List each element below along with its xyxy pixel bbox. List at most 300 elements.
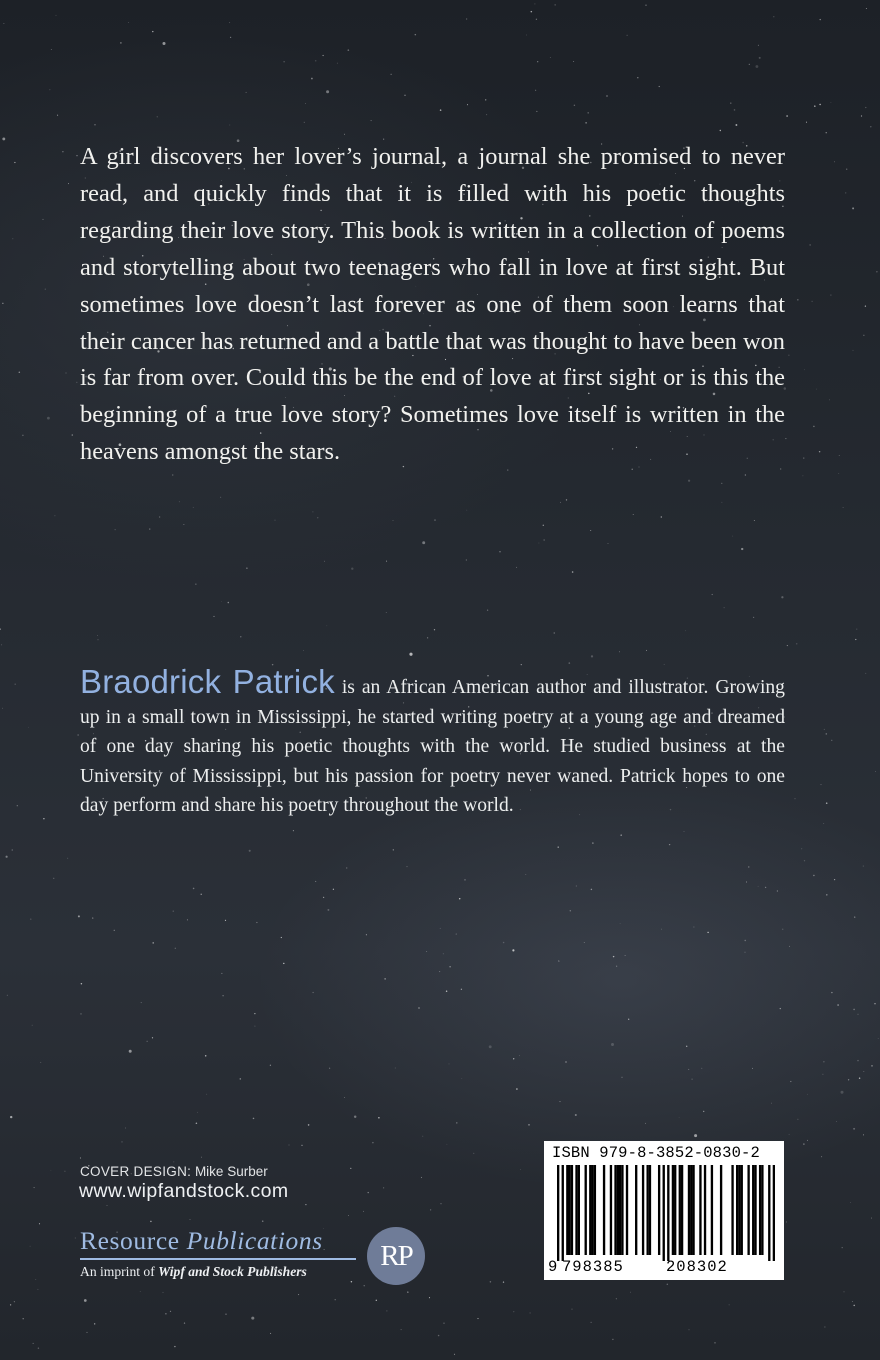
star [803,458,804,459]
star [363,1211,364,1212]
star [633,514,634,515]
star [591,889,593,891]
star [162,42,165,45]
star [487,610,488,611]
star [205,1055,207,1057]
star [813,875,814,876]
star [694,1134,697,1137]
star [543,525,544,526]
star [797,299,798,300]
star [667,1284,668,1285]
star [554,632,555,633]
star [229,125,230,126]
star [807,1094,808,1095]
barcode-digit-first: 9 [548,1258,558,1276]
star [421,1177,422,1178]
star [401,1329,402,1330]
star [745,474,746,475]
star [214,616,215,617]
star [530,1312,531,1313]
star [521,664,522,665]
star [834,879,835,880]
star [30,919,31,920]
barcode-bar [720,1165,722,1255]
star [50,89,51,90]
star [703,1111,704,1112]
star [823,1061,824,1062]
star [43,818,44,819]
star [748,866,749,867]
star [51,1170,52,1171]
barcode-bar [571,1165,573,1255]
star [753,617,754,618]
star [865,673,866,674]
barcode-bar [610,1165,612,1255]
publisher-name [80,1227,356,1255]
star [293,830,294,831]
star [230,37,231,38]
barcode-bar [663,1165,665,1261]
star [395,1068,396,1069]
star [464,879,465,880]
star [42,219,43,220]
barcode-bar [681,1165,683,1255]
star [612,1339,613,1340]
star [789,946,790,947]
star [536,111,537,112]
star [308,1124,310,1126]
star [592,842,593,843]
star [454,1354,455,1355]
star [627,35,628,36]
star [97,635,98,636]
star [686,1046,687,1047]
star [819,104,820,105]
star [525,874,526,875]
star [777,891,778,892]
star [446,1144,447,1145]
author-name: Braodrick Patrick [80,663,335,700]
barcode-bar [646,1165,648,1255]
star [427,637,428,638]
star [289,1145,290,1146]
star [183,524,184,525]
star [688,1069,689,1070]
star [456,1122,457,1123]
barcode-bar [741,1165,743,1255]
star [630,1292,631,1293]
star [863,866,864,867]
star [426,951,427,952]
star [821,784,822,785]
star [94,1323,95,1324]
star [386,1310,387,1311]
barcode-bar [690,1165,692,1255]
barcode-bar [568,1165,570,1255]
star [47,417,50,420]
star [566,499,567,500]
cover-design-label: COVER DESIGN: [80,1164,192,1179]
star [720,130,721,131]
barcode-bar [603,1165,605,1255]
star [806,122,807,123]
star [826,733,828,735]
star [870,126,871,127]
star [822,1074,823,1075]
star [874,1003,875,1004]
star [323,897,324,898]
star [619,651,620,652]
barcode-digits-left: 798385 [562,1258,624,1276]
barcode-bar [575,1165,577,1255]
star [418,1007,419,1008]
star [326,90,329,93]
star [72,434,74,436]
star [871,1065,872,1066]
star [841,1091,844,1094]
star [691,1078,692,1079]
star [611,1043,614,1046]
barcode-bar [589,1165,591,1255]
star [831,992,832,993]
star [125,1128,126,1129]
star [724,607,725,608]
star [788,355,789,356]
star [404,95,405,96]
barcode-bar [667,1165,669,1261]
star [752,1068,753,1069]
star [826,802,828,804]
star [33,1343,34,1344]
star [6,856,8,858]
star [179,501,180,502]
star [56,15,57,16]
star [534,3,535,4]
star [780,1008,781,1009]
star [350,1168,351,1169]
star [249,850,251,852]
star [802,475,803,476]
star [570,910,571,911]
star [270,1333,271,1334]
star [76,155,77,156]
publisher-rule [80,1258,356,1260]
star [326,625,327,626]
barcode-bar [711,1165,713,1255]
star [513,1058,514,1059]
star [53,878,54,879]
star [62,151,63,152]
star [449,1063,450,1064]
star [861,115,862,116]
star [730,102,731,103]
star [876,271,877,272]
star [197,1112,198,1113]
star [765,887,766,888]
star [865,305,866,306]
star [315,881,316,882]
star [539,543,540,544]
star [422,541,425,544]
star [391,74,392,75]
star [461,989,462,990]
star [744,952,745,953]
star [513,1311,514,1312]
star [875,771,876,772]
star [732,536,733,537]
star [438,1335,440,1337]
star [386,612,387,613]
star [351,568,353,570]
star [150,1221,152,1223]
star [10,1304,11,1305]
star [329,1068,330,1069]
star [758,45,759,46]
star [823,823,824,824]
star [565,1061,566,1062]
star [439,971,440,972]
star [572,571,574,573]
star [392,520,393,521]
star [376,1300,377,1301]
star [240,636,241,637]
star [165,1313,167,1315]
star [14,162,15,163]
star [853,1128,855,1130]
star [246,567,247,568]
star [45,289,46,290]
star [67,858,68,859]
star [526,35,527,36]
star [620,834,622,836]
star [449,966,450,967]
star [826,894,827,895]
star [486,114,487,115]
star [560,502,561,503]
star [852,207,854,209]
star [76,382,77,383]
star [855,639,856,640]
star [871,1218,872,1219]
star [837,1004,839,1006]
barcode-bar [621,1165,623,1255]
star [440,109,442,111]
star [253,1118,255,1120]
star [801,848,802,849]
star [628,1019,629,1020]
star [745,940,746,941]
star [256,922,257,923]
star [830,295,831,296]
star [159,516,160,517]
star [735,124,737,126]
star [810,244,811,245]
barcode-bar [617,1165,619,1255]
star [466,510,467,511]
publisher-website: www.wipfandstock.com [79,1180,289,1202]
star [121,1141,122,1142]
star [335,1299,336,1300]
star [201,1157,202,1158]
star [303,650,304,651]
star [858,1014,859,1015]
star [81,983,82,984]
publisher-block [80,1227,356,1280]
star [535,90,536,91]
star [575,1114,577,1116]
star [348,49,350,51]
star [616,966,617,967]
star [240,1078,242,1080]
barcode-bar [752,1165,754,1255]
star [409,653,412,656]
star [852,1301,853,1302]
star [722,502,723,503]
star [371,120,372,121]
barcode-bar [672,1165,674,1255]
star [746,882,747,883]
star [348,1215,349,1216]
star [80,1158,81,1159]
star [608,543,609,544]
star [422,1136,423,1137]
star [383,1187,384,1188]
star [344,1097,345,1098]
star [584,942,585,943]
star [459,898,460,899]
star [225,920,226,921]
imprint-prefix: An imprint of [80,1264,155,1279]
star [836,1121,837,1122]
star [854,916,855,917]
star [853,350,854,351]
star [97,639,98,640]
star [569,662,571,664]
star [789,1134,790,1135]
star [378,1117,380,1119]
barcode-bar [759,1165,761,1255]
star [804,369,805,370]
book-blurb: A girl discovers her lover’s journal, a journal she promised to never read, and quickly finds that it is filled with his poetic thoughts regarding their love story. This book is written in a collection of poems and storytelling about two teenagers who fall in love at first sight. But sometimes love doesn’t last forever as one of them soon learns that their cancer has returned and a battle that was thought to have been won is far from over. Could this be the end of love at first sight or is this the beginning of a true love story? Sometimes love itself is written in the heavens amongst the stars. [80,143,785,466]
star [613,956,614,957]
star [149,529,150,530]
star [848,1079,849,1080]
star [152,1037,153,1038]
star [372,1142,374,1144]
barcode-digits-right: 208302 [666,1258,728,1276]
star [859,1077,860,1078]
star [499,551,500,552]
star [262,1220,264,1222]
star [22,1318,23,1319]
star [866,8,867,9]
star [689,1329,690,1330]
star [315,60,317,62]
star [19,372,21,374]
star [407,1291,409,1293]
star [701,1068,702,1069]
star [585,122,586,123]
star [645,5,646,6]
star [206,1094,207,1095]
star [574,105,575,106]
star [190,1219,191,1220]
star [120,42,122,44]
star [811,301,812,302]
star [281,937,282,938]
star [246,92,247,93]
star [519,1055,520,1056]
star [456,933,457,934]
star [842,1247,843,1248]
star [749,64,750,65]
star [221,973,222,974]
star [195,584,196,585]
isbn-label: ISBN 979-8-3852-0830-2 [552,1144,760,1162]
star [77,734,78,735]
star [813,426,815,428]
star [92,917,93,918]
star [66,373,67,374]
star [684,831,685,832]
star [351,1281,352,1282]
star [839,455,840,456]
barcode-bar [747,1165,749,1255]
star [157,116,158,117]
star [115,529,116,530]
cover-designer-name: Mike Surber [194,1164,268,1179]
star [141,1002,142,1003]
star [354,1115,356,1117]
barcode-bar [557,1165,559,1261]
star [646,650,647,651]
barcode-bar [594,1165,596,1255]
star [489,1045,492,1048]
star [0,628,1,629]
star [714,1342,716,1344]
star [804,860,805,861]
star [317,517,318,518]
star [461,1078,462,1079]
star [831,740,832,741]
star [559,1101,560,1102]
star [729,1304,730,1305]
star [129,1050,132,1053]
star [829,400,830,401]
star [193,507,194,508]
star [386,561,387,562]
cover-design-credit [80,1164,268,1179]
star [819,451,820,452]
star [364,1285,365,1286]
star [301,1145,302,1146]
star [741,548,743,550]
star [843,507,844,508]
star [679,1117,680,1118]
star [443,953,444,954]
star [824,1326,825,1327]
star [645,1123,646,1124]
star [664,664,665,665]
barcode-bars [557,1165,775,1261]
star [152,942,154,944]
star [824,729,825,730]
star [573,61,574,62]
star [38,1347,39,1348]
star [173,911,174,912]
star [637,77,638,78]
star [625,955,626,956]
